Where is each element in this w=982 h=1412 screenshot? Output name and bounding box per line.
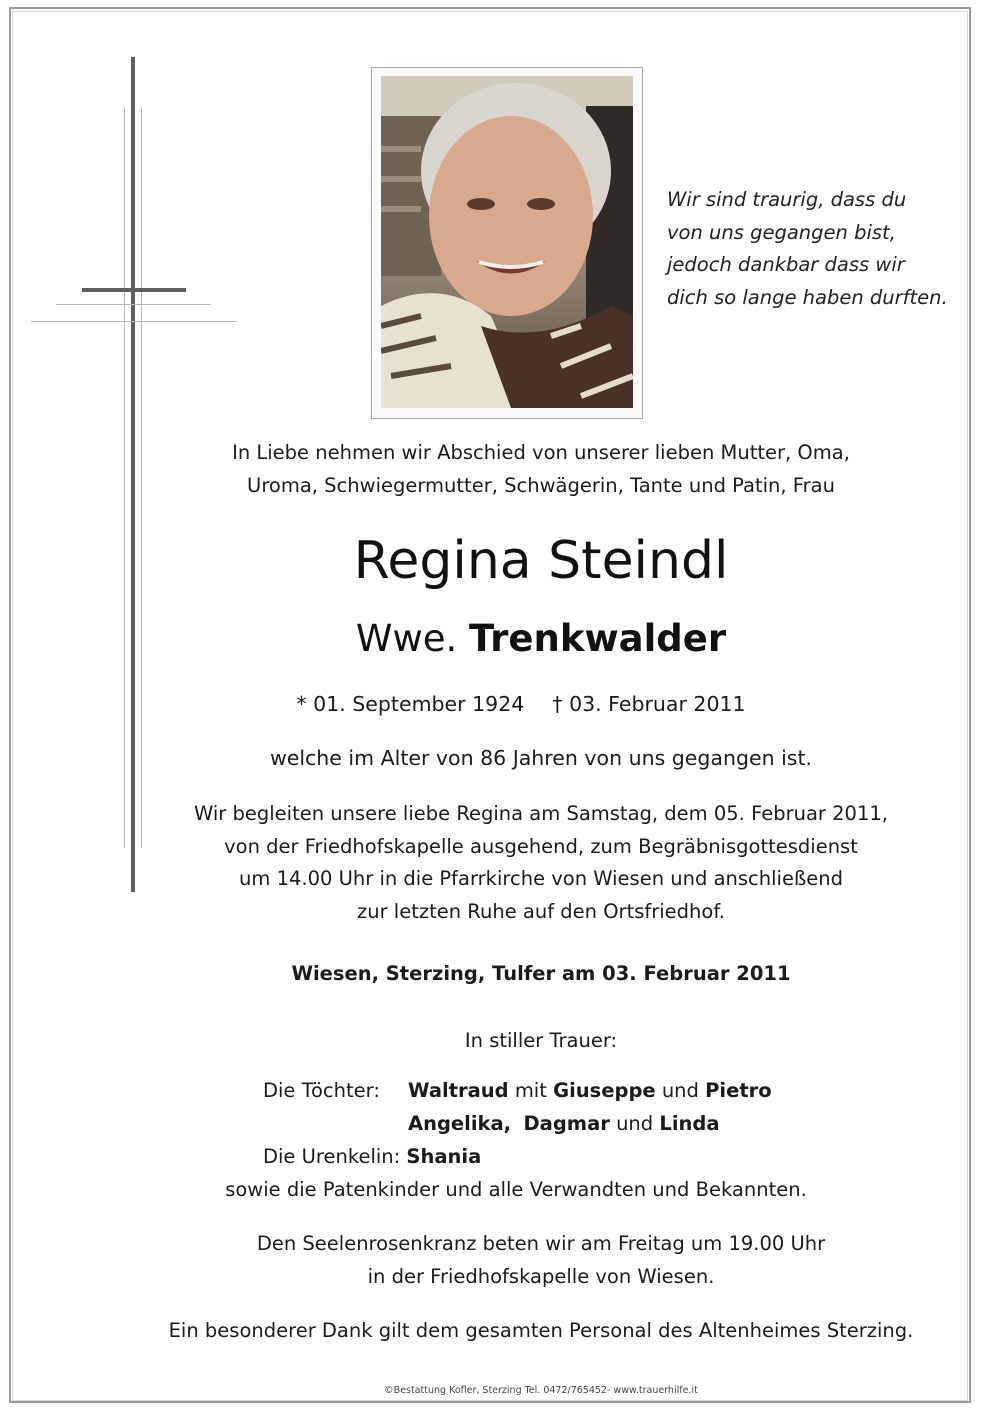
maiden-prefix: Wwe.: [355, 617, 458, 660]
connector: mit: [514, 1079, 547, 1102]
rosary-text: [50, 1228, 982, 1293]
quote-line: von uns gegangen bist,: [667, 220, 896, 244]
thanks-text: Ein besonderer Dank gilt dem gesamten Personal des Altenheimes Sterzing.: [168, 1319, 914, 1342]
daughters-line-2: [408, 1107, 720, 1140]
age-text: welche im Alter von 86 Jahren von uns gegangen ist.: [269, 746, 813, 770]
daughters-line-1: [408, 1074, 772, 1107]
quote-line: dich so lange haben durften.: [667, 285, 948, 309]
maiden-family-name: Trenkwalder: [469, 617, 727, 660]
intro-text: [50, 436, 982, 502]
family-member: Giuseppe: [553, 1079, 656, 1102]
quote-line: Wir sind traurig, dass du: [667, 188, 907, 211]
family-member: Waltraud: [408, 1079, 509, 1102]
great-grandchild-label: Die Urenkelin:: [263, 1145, 401, 1168]
connector: und: [661, 1079, 699, 1102]
rosary-line: in der Friedhofskapelle von Wiesen.: [367, 1264, 715, 1288]
life-dates: [30, 688, 982, 720]
connector: und: [616, 1112, 654, 1135]
daughters-label: Die Töchter:: [263, 1079, 380, 1102]
portrait-photo: [381, 76, 633, 408]
family-member: Shania: [406, 1145, 482, 1168]
maiden-name: [50, 614, 982, 664]
great-grandchild-line: [263, 1140, 481, 1173]
funeral-line: zur letzten Ruhe auf den Ortsfriedhof.: [357, 899, 725, 923]
family-member: Angelika,: [408, 1112, 512, 1135]
funeral-line: Wir begleiten unsere liebe Regina am Samstag, dem 05. Februar 2011,: [194, 802, 888, 825]
quote-line: jedoch dankbar dass wir: [667, 253, 905, 276]
family-member: Dagmar: [523, 1112, 610, 1135]
funeral-line: um 14.00 Uhr in die Pfarrkirche von Wiesen und anschließend: [239, 867, 843, 890]
rosary-line: Den Seelenrosenkranz beten wir am Freitag um 19.00 Uhr: [256, 1232, 826, 1255]
birth-date: * 01. September 1924: [296, 692, 525, 716]
mourning-heading: In stiller Trauer:: [464, 1029, 618, 1052]
deceased-name: Regina Steindl: [353, 531, 729, 591]
intro-line: Uroma, Schwiegermutter, Schwägerin, Tante und Patin, Frau: [247, 474, 835, 497]
death-date: † 03. Februar 2011: [552, 692, 746, 716]
funeral-line: von der Friedhofskapelle ausgehend, zum Begräbnisgottesdienst: [224, 834, 858, 858]
funeral-text: [50, 798, 982, 928]
footer-credit: ©Bestattung Kofler, Sterzing Tel. 0472/765452- www.trauerhilfe.it: [384, 1385, 698, 1396]
family-member: Pietro: [705, 1079, 772, 1102]
family-member: Linda: [659, 1112, 720, 1135]
place-date: Wiesen, Sterzing, Tulfer am 03. Februar 2011: [291, 962, 791, 985]
intro-line: In Liebe nehmen wir Abschied von unserer lieben Mutter, Oma,: [232, 441, 850, 464]
others-line: sowie die Patenkinder und alle Verwandten und Bekannten.: [225, 1178, 807, 1201]
quote: [667, 184, 967, 314]
